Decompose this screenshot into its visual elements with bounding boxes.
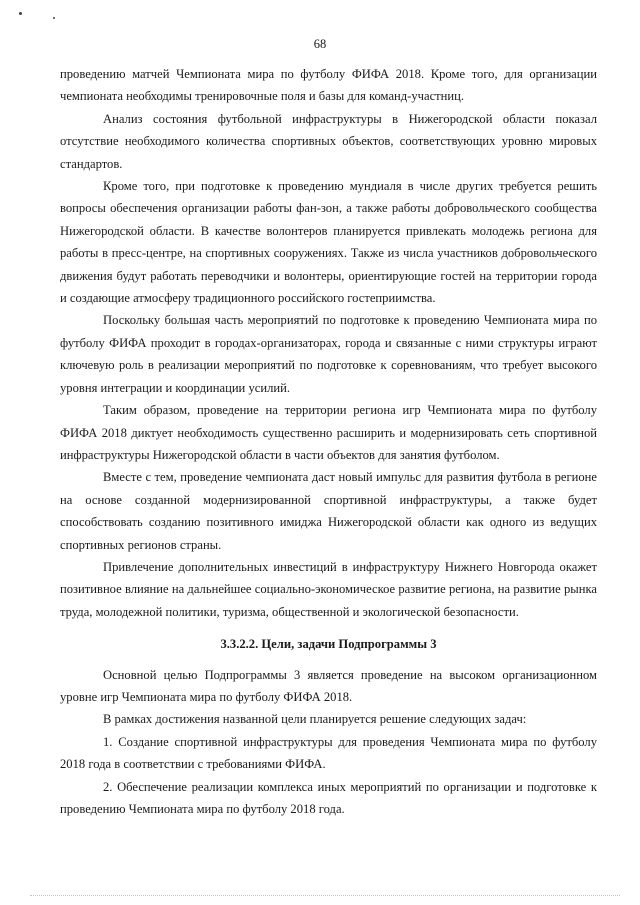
paragraph: Основной целью Подпрограммы 3 является проведение на высоком организационном уровне игр Чемпионата мира по футболу ФИФА 2018. xyxy=(60,667,597,704)
scan-speck xyxy=(53,17,55,19)
paragraph: проведению матчей Чемпионата мира по футболу ФИФА 2018. Кроме того, для организации чемпионата необходимы тренировочные поля и базы для команд-участниц. xyxy=(60,67,597,104)
scan-edge-noise xyxy=(30,895,620,900)
paragraph: Анализ состояния футбольной инфраструктуры в Нижегородской области показал отсутствие необходимого количества спортивных объектов, соответствующих уровню мировых стандартов. xyxy=(60,111,597,171)
paragraph: 2. Обеспечение реализации комплекса иных мероприятий по организации и подготовке к проведению Чемпионата мира по футболу 2018 года. xyxy=(60,779,597,816)
paragraph: Вместе с тем, проведение чемпионата даст новый импульс для развития футбола в регионе на основе созданной модернизированной спортивной инфраструктуры, а также будет способствовать созданию позитивного имиджа Нижегородской области как одного из ведущих спортивных регионов страны. xyxy=(60,470,597,552)
paragraph: Привлечение дополнительных инвестиций в инфраструктуру Нижнего Новгорода окажет позитивное влияние на дальнейшее социально-экономическое развитие региона, на развитие рынка труда, молодежной политики, туризма, общественной и экологической безопасности. xyxy=(60,559,597,619)
page-number: 68 xyxy=(313,37,327,51)
paragraph: В рамках достижения названной цели планируется решение следующих задач: xyxy=(103,712,527,727)
section-heading: 3.3.2.2. Цели, задачи Подпрограммы 3 xyxy=(220,637,437,652)
paragraph: Таким образом, проведение на территории региона игр Чемпионата мира по футболу ФИФА 2018 диктует необходимость существенно расширить и модернизировать сеть спортивной инфраструктуры Нижегородской области в части объектов для занятия футболом. xyxy=(60,403,597,462)
paragraph: Поскольку большая часть мероприятий по подготовке к проведению Чемпионата мира по футболу ФИФА проходит в городах-организаторах, города и связанные с ними структуры играют ключевую роль в реализации мероприятий по подготовке к соревнованиям, что требует высокого уровня интеграции и координации усилий. xyxy=(60,313,597,395)
scan-speck xyxy=(19,12,22,15)
paragraph: 1. Создание спортивной инфраструктуры для проведения Чемпионата мира по футболу 2018 года в соответствии с требованиями ФИФА. xyxy=(60,734,597,772)
paragraph: Кроме того, при подготовке к проведению мундиаля в числе других требуется решить вопросы обеспечения организации работы фан-зон, а также работы добровольческого сообщества Нижегородской области. В качестве волонтеров планируется привлекать молодежь региона для работы в пресс-центре, на спортивных сооружениях. Также из числа участников добровольческого движения будут работать переводчики и волонтеры, ориентирующие гостей на территории города и создающие атмосферу традиционного российского гостеприимства. xyxy=(60,179,597,306)
body-text xyxy=(60,63,597,820)
